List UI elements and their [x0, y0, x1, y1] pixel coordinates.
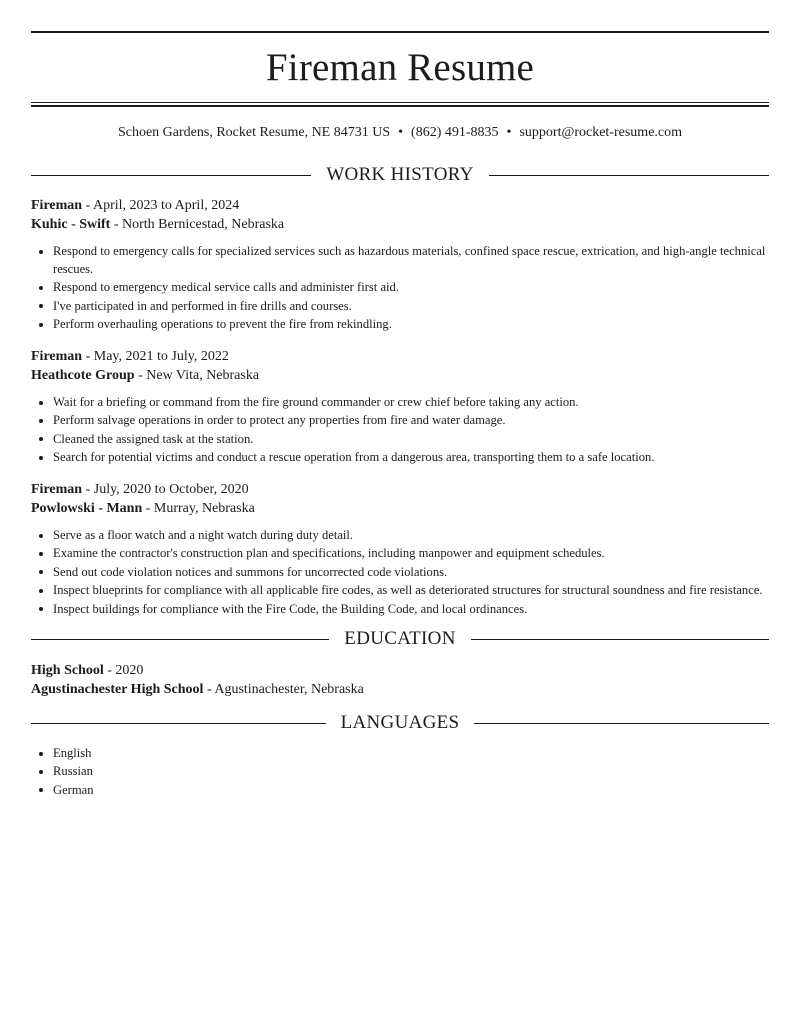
resume-title: Fireman Resume: [265, 46, 535, 89]
job-entry-2: [31, 347, 769, 467]
list-item: Examine the contractor's construction plan and specifications, including manpower and equipment schedules.: [31, 544, 769, 562]
job-entry-1: [31, 196, 769, 334]
education-location: Agustinachester, Nebraska: [214, 682, 364, 697]
list-item: Perform overhauling operations to prevent the fire from rekindling.: [31, 315, 769, 333]
dash: -: [85, 198, 91, 213]
section-rule-right: [471, 639, 769, 640]
language-item: German: [31, 781, 769, 799]
list-item: Cleaned the assigned task at the station.: [31, 430, 769, 448]
dash: -: [107, 663, 112, 678]
job-company-row: [31, 366, 769, 385]
dash: -: [138, 368, 143, 383]
education-school-row: [31, 680, 769, 699]
job-title: Fireman: [31, 482, 83, 497]
job-location: New Vita, Nebraska: [146, 368, 260, 383]
contact-phone: (862) 491-8835: [411, 125, 499, 140]
job-location: North Bernicestad, Nebraska: [122, 217, 285, 232]
job-bullets: [31, 393, 769, 466]
job-entry-3: [31, 480, 769, 618]
list-item: Inspect blueprints for compliance with all applicable fire codes, as well as deteriorated structures for structural soundness and fire resistance.: [31, 581, 769, 599]
section-title-languages: LANGUAGES: [340, 712, 460, 733]
job-company: Heathcote Group: [31, 368, 135, 383]
section-rule-left: [31, 723, 326, 724]
section-header-work-history: [31, 163, 769, 187]
job-company-row: [31, 499, 769, 518]
list-item: Perform salvage operations in order to protect any properties from fire and water damage.: [31, 411, 769, 429]
list-item: Wait for a briefing or command from the fire ground commander or crew chief before taking any action.: [31, 393, 769, 411]
job-company: Powlowski - Mann: [31, 501, 143, 516]
language-item: Russian: [31, 762, 769, 780]
job-company-row: [31, 215, 769, 234]
job-dates: July, 2020 to October, 2020: [93, 482, 249, 497]
list-item: Respond to emergency medical service calls and administer first aid.: [31, 278, 769, 296]
education-year: 2020: [115, 663, 144, 678]
job-dates: April, 2023 to April, 2024: [92, 198, 240, 213]
contact-email: support@rocket-resume.com: [519, 125, 683, 140]
job-title-row: [31, 480, 769, 499]
job-title-row: [31, 196, 769, 215]
job-title: Fireman: [31, 198, 83, 213]
top-rule: [31, 31, 769, 33]
dash: -: [206, 682, 212, 697]
job-company: Kuhic - Swift: [31, 217, 111, 232]
title-rule-upper: [31, 102, 769, 103]
job-bullets: [31, 242, 769, 333]
list-item: I've participated in and performed in fire drills and courses.: [31, 297, 769, 315]
section-title-work-history: WORK HISTORY: [326, 164, 474, 185]
list-item: Respond to emergency calls for specialized services such as hazardous materials, confined space rescue, extrication, and high-angle technical rescues.: [31, 242, 769, 278]
section-rule-left: [31, 175, 311, 176]
list-item: Send out code violation notices and summons for uncorrected code violations.: [31, 563, 769, 581]
contact-address: Schoen Gardens, Rocket Resume, NE 84731 US: [117, 125, 391, 140]
dash: -: [85, 349, 91, 364]
section-title-education: EDUCATION: [344, 628, 456, 649]
job-bullets: [31, 526, 769, 618]
contact-line: [31, 123, 769, 143]
education-school: Agustinachester High School: [31, 682, 204, 697]
job-title: Fireman: [31, 349, 83, 364]
languages-entry: [31, 736, 769, 799]
education-degree: High School: [31, 663, 104, 678]
job-dates: May, 2021 to July, 2022: [93, 349, 229, 364]
education-degree-row: [31, 661, 769, 680]
section-rule-right: [489, 175, 769, 176]
list-item: Inspect buildings for compliance with the Fire Code, the Building Code, and local ordinances.: [31, 600, 769, 618]
dash: -: [145, 501, 151, 516]
section-rule-right: [474, 723, 769, 724]
list-item: Search for potential victims and conduct a rescue operation from a dangerous area, transporting them to a safe location.: [31, 448, 769, 466]
dash: -: [113, 217, 119, 232]
dash: -: [85, 482, 91, 497]
education-entry: [31, 661, 769, 699]
languages-list: [31, 744, 769, 799]
section-header-education: [31, 627, 769, 651]
section-header-languages: [31, 711, 769, 735]
job-title-row: [31, 347, 769, 366]
list-item: Serve as a floor watch and a night watch during duty detail.: [31, 526, 769, 544]
job-location: Murray, Nebraska: [153, 501, 255, 516]
section-rule-left: [31, 639, 329, 640]
contact-separator: •: [398, 125, 404, 140]
language-item: English: [31, 744, 769, 762]
contact-separator: •: [506, 125, 512, 140]
title-rule-lower: [31, 105, 769, 107]
